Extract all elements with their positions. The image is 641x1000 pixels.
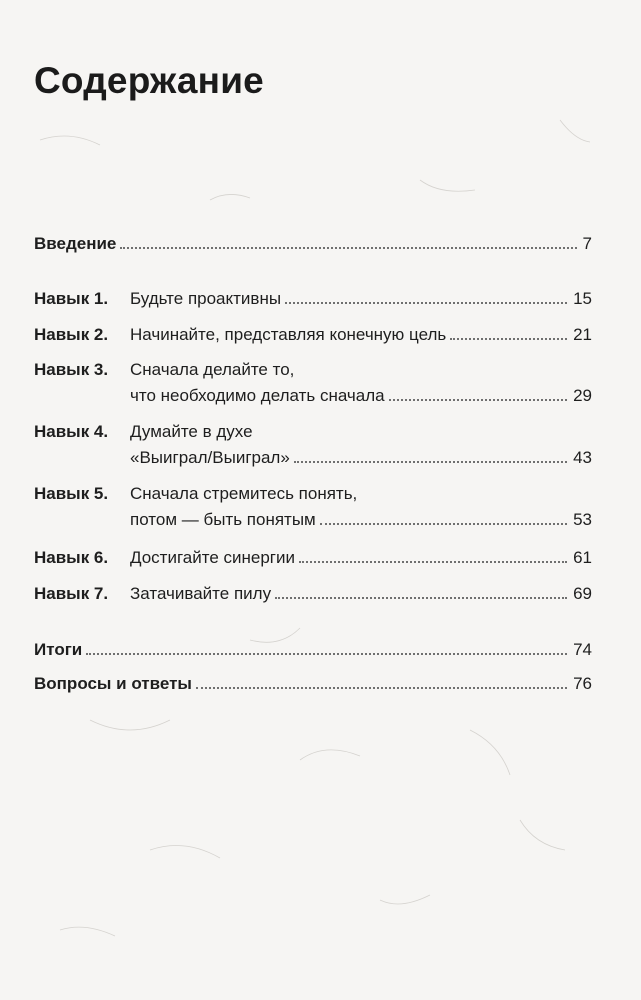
toc-intro-label: Введение (34, 234, 117, 253)
toc-entry-habit-3-cont (34, 386, 592, 405)
toc-entry-summary (34, 640, 592, 659)
toc-entry-habit-7 (34, 584, 592, 603)
toc-entry-habit-2 (34, 325, 592, 344)
page-title: Содержание (34, 60, 264, 101)
habit-title-line-1: Сначала стремитесь понять, (130, 484, 358, 503)
toc-entry-habit-6 (34, 548, 592, 567)
toc-entry-habit-3 (34, 360, 592, 379)
habit-title-line-2: «Выиграл/Выиграл» (130, 448, 290, 467)
dot-leader (320, 522, 567, 525)
dot-leader (294, 460, 567, 463)
dot-leader (86, 652, 567, 655)
habit-page: 29 (573, 386, 592, 405)
habit-label: Навык 2. (34, 325, 109, 344)
habit-title: Будьте проактивны (130, 289, 282, 308)
habit-label: Навык 7. (34, 584, 109, 603)
dot-leader (120, 246, 576, 249)
toc-entry-habit-4-cont (34, 448, 592, 467)
habit-page: 43 (573, 448, 592, 467)
habit-title-line-2: что необходимо делать сначала (130, 386, 385, 405)
habit-title: Достигайте синергии (130, 548, 295, 567)
dot-leader (275, 596, 567, 599)
toc-entry-intro (34, 234, 592, 253)
toc-intro-page: 7 (582, 234, 592, 253)
habit-label: Навык 6. (34, 548, 109, 567)
toc-entry-habit-1 (34, 289, 592, 308)
habit-page: 21 (573, 325, 592, 344)
habit-label: Навык 4. (34, 422, 109, 441)
toc-summary-page: 74 (573, 640, 592, 659)
habit-title: Затачивайте пилу (130, 584, 272, 603)
habit-page: 69 (573, 584, 592, 603)
habit-title-line-1: Сначала делайте то, (130, 360, 295, 379)
dot-leader (450, 337, 567, 340)
dot-leader (389, 398, 567, 401)
habit-title-line-2: потом — быть понятым (130, 510, 316, 529)
habit-page: 15 (573, 289, 592, 308)
habit-label: Навык 3. (34, 360, 109, 379)
dot-leader (299, 560, 567, 563)
toc-entry-qa (34, 674, 592, 693)
toc-qa-label: Вопросы и ответы (34, 674, 192, 693)
dot-leader (196, 686, 567, 689)
habit-page: 53 (573, 510, 592, 529)
habit-label: Навык 1. (34, 289, 109, 308)
toc-qa-page: 76 (573, 674, 592, 693)
habit-title: Начинайте, представляя конечную цель (130, 325, 447, 344)
toc-summary-label: Итоги (34, 640, 83, 659)
dot-leader (285, 301, 567, 304)
habit-label: Навык 5. (34, 484, 109, 503)
toc-entry-habit-5 (34, 484, 592, 503)
habit-title-line-1: Думайте в духе (130, 422, 253, 441)
habit-page: 61 (573, 548, 592, 567)
toc-entry-habit-5-cont (34, 510, 592, 529)
toc-entry-habit-4 (34, 422, 592, 441)
